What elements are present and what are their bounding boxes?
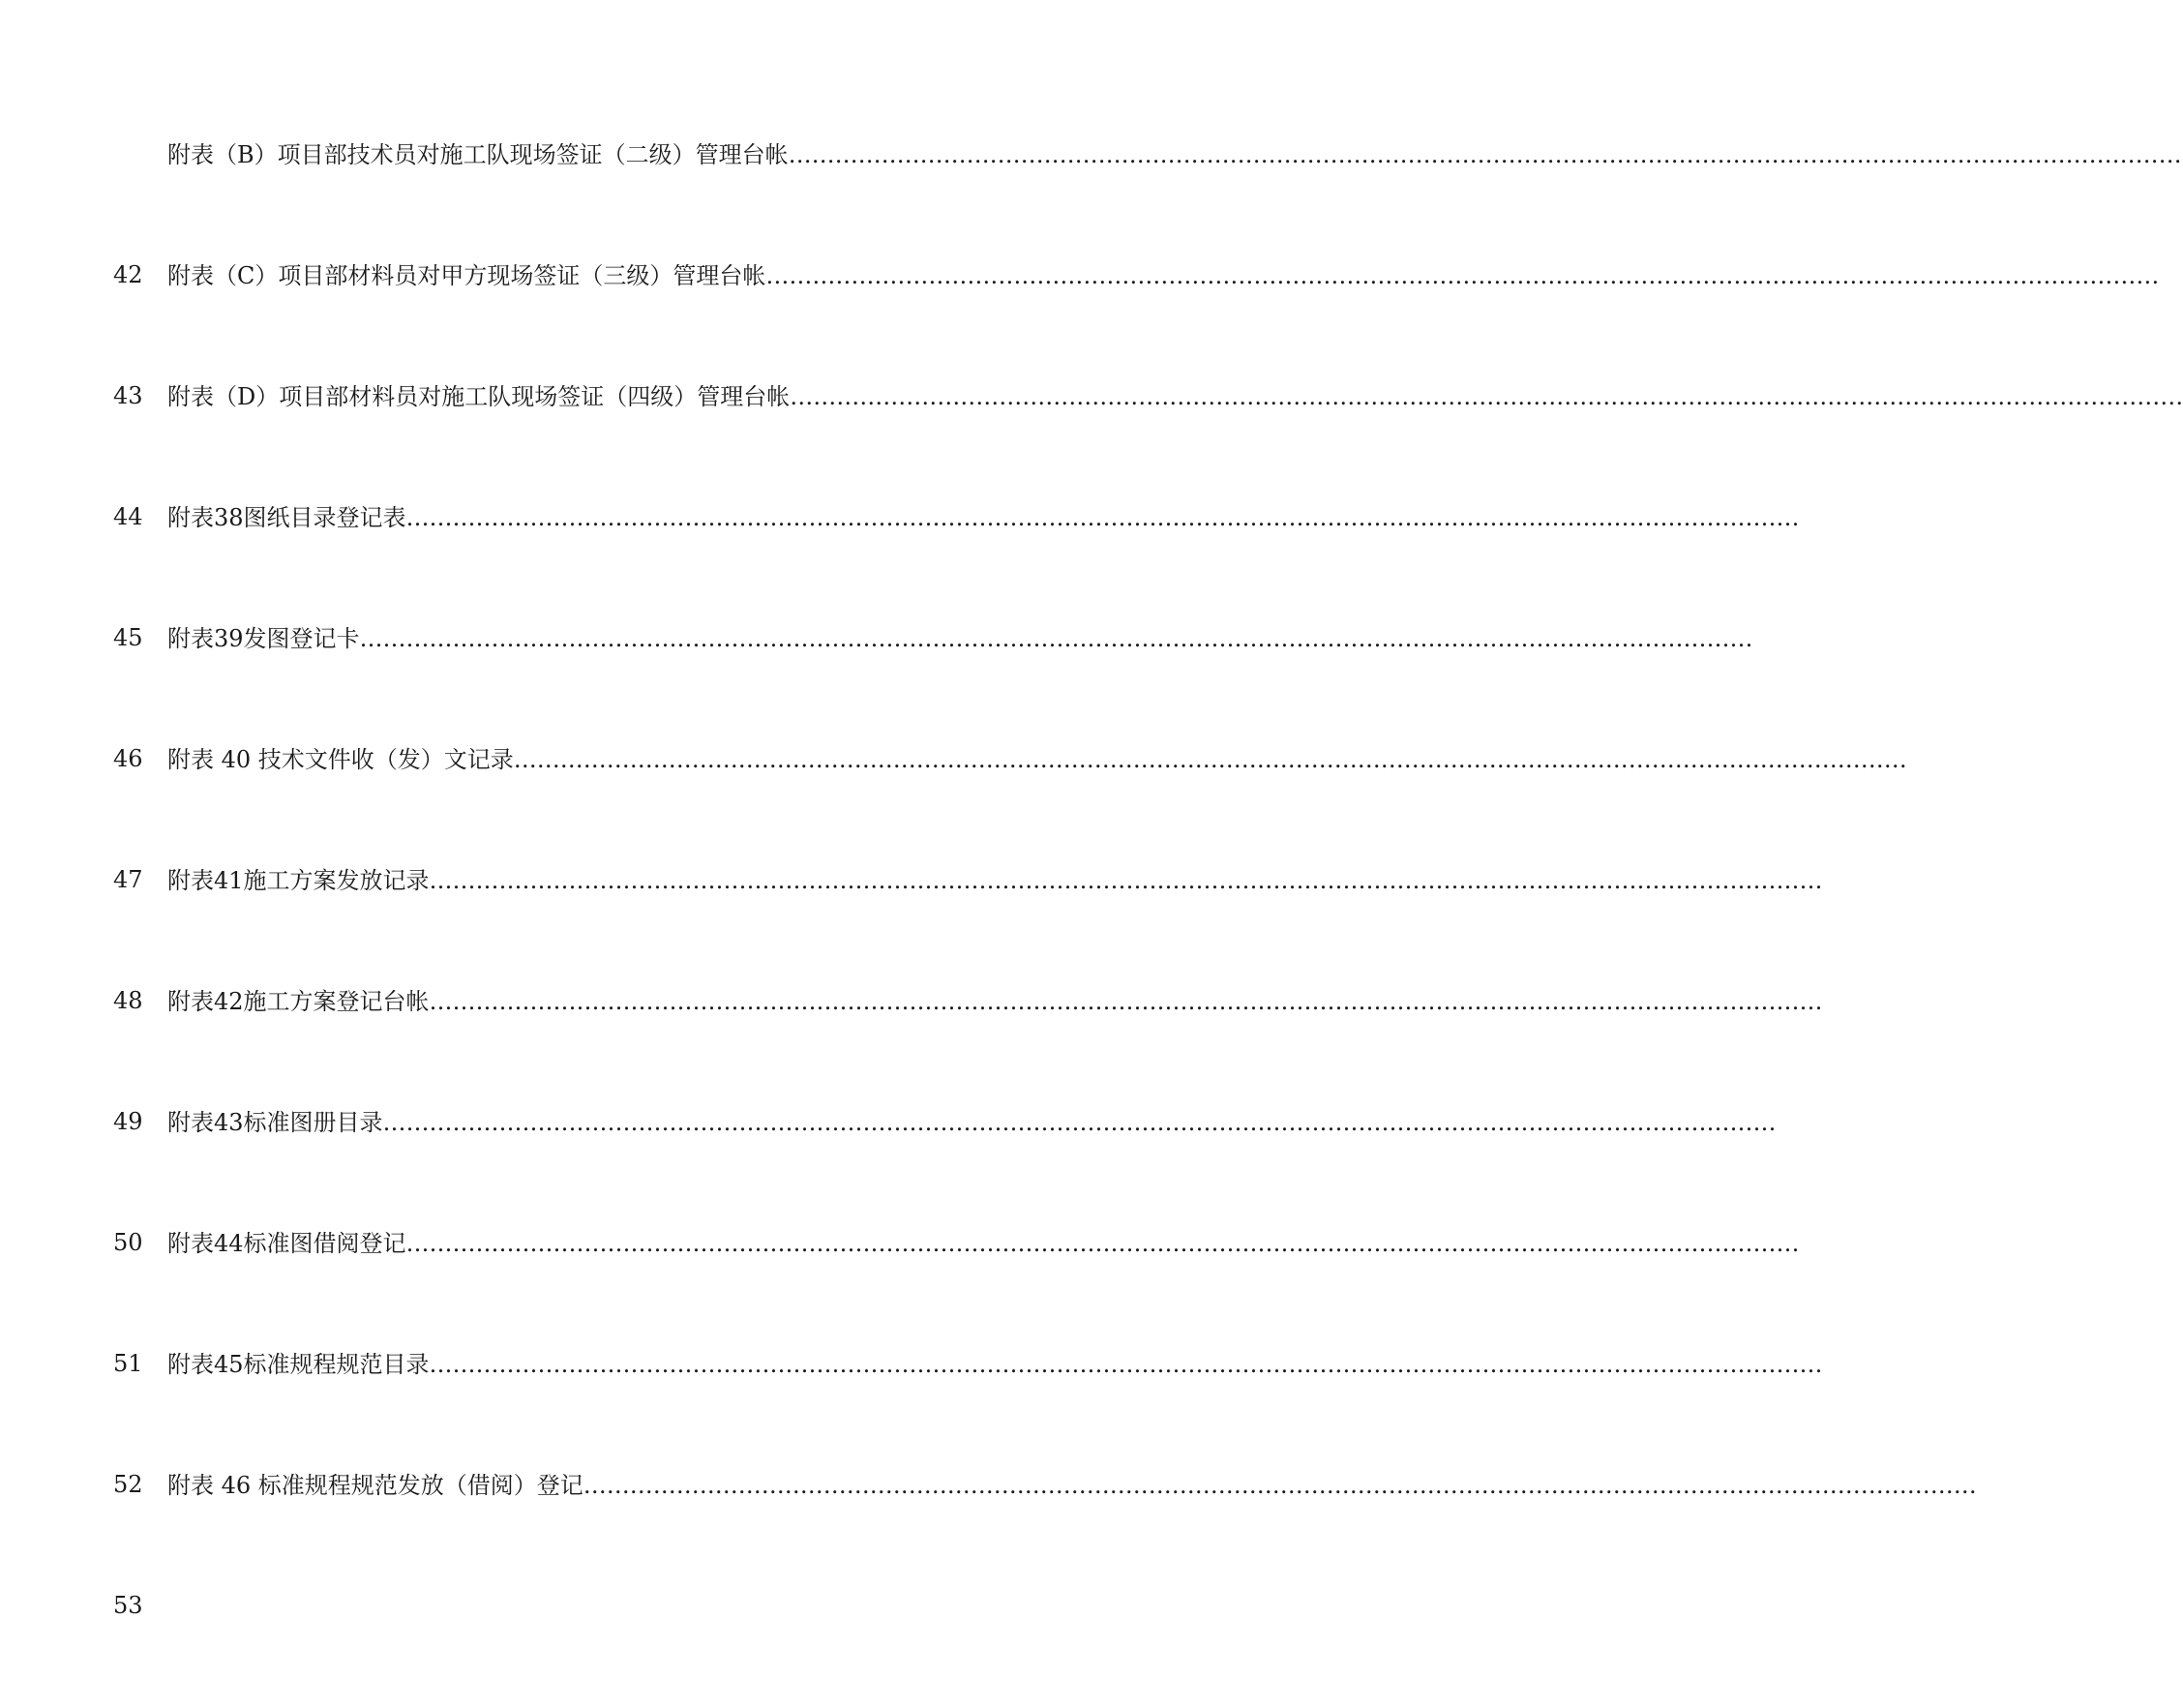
toc-entry-line bbox=[167, 498, 1800, 537]
toc-entry-line bbox=[167, 1345, 1823, 1384]
toc-entry-title: 附表42施工方案登记台帐 bbox=[167, 988, 430, 1015]
toc-entry-page-number: 47 bbox=[113, 866, 143, 893]
toc-entry-page-number: 45 bbox=[113, 624, 143, 651]
dot-leader: ……………………………………………………………………………………………………………………………………………………………… bbox=[405, 504, 1800, 531]
toc-entry-line bbox=[167, 135, 2182, 174]
dot-leader: ……………………………………………………………………………………………………………………………………………………………… bbox=[583, 1472, 1977, 1499]
toc-entry-title: 附表38图纸目录登记表 bbox=[167, 504, 406, 531]
dot-leader: ……………………………………………………………………………………………………………………………………………………………… bbox=[429, 867, 1823, 894]
dot-leader: ……………………………………………………………………………………………………………………………………………………………… bbox=[788, 141, 2182, 168]
toc-entry-page-number: 51 bbox=[113, 1350, 143, 1377]
toc-entry-line bbox=[167, 1466, 1977, 1505]
toc-entry-title: 附表43标准图册目录 bbox=[167, 1109, 383, 1136]
toc-entry-line bbox=[167, 1103, 1777, 1142]
toc-entry-page-number: 44 bbox=[113, 503, 143, 530]
dot-leader: ……………………………………………………………………………………………………………………………………………………………… bbox=[429, 988, 1823, 1015]
toc-entry-page-number: 42 bbox=[113, 261, 143, 288]
dot-leader: ……………………………………………………………………………………………………………………………………………………………… bbox=[382, 1109, 1777, 1136]
dot-leader: ……………………………………………………………………………………………………………………………………………………………… bbox=[513, 746, 1907, 773]
toc-entry-title: 附表45标准规程规范目录 bbox=[167, 1351, 430, 1378]
dot-leader: ……………………………………………………………………………………………………………………………………………………………… bbox=[359, 625, 1753, 652]
toc-entry-title: 附表 40 技术文件收（发）文记录 bbox=[167, 746, 514, 773]
toc-entry-title: 附表44标准图借阅登记 bbox=[167, 1230, 406, 1257]
dot-leader: ……………………………………………………………………………………………………………………………………………………………… bbox=[790, 383, 2183, 410]
toc-entry-line bbox=[167, 377, 2183, 416]
toc-entry-page-number: 52 bbox=[113, 1471, 143, 1498]
toc-entry-title: 附表 46 标准规程规范发放（借阅）登记 bbox=[167, 1472, 583, 1499]
toc-entry-title: 附表39发图登记卡 bbox=[167, 625, 360, 652]
toc-entry-line bbox=[167, 256, 2160, 295]
toc-entry-line bbox=[167, 1224, 1800, 1263]
toc-entry-line bbox=[167, 740, 1907, 779]
toc-entry-title: 附表41施工方案发放记录 bbox=[167, 867, 430, 894]
toc-entry-page-number: 49 bbox=[113, 1108, 143, 1135]
dot-leader: ……………………………………………………………………………………………………………………………………………………………… bbox=[429, 1351, 1823, 1378]
toc-entry-line bbox=[167, 861, 1823, 900]
toc-entry-line bbox=[167, 619, 1753, 658]
toc-entry-page-number: 50 bbox=[113, 1229, 143, 1256]
toc-entry-title: 附表（C）项目部材料员对甲方现场签证（三级）管理台帐 bbox=[167, 262, 766, 289]
toc-entry-page-number: 53 bbox=[113, 1592, 143, 1619]
dot-leader: ……………………………………………………………………………………………………………………………………………………………… bbox=[405, 1230, 1800, 1257]
toc-entry-page-number: 48 bbox=[113, 987, 143, 1014]
dot-leader: ……………………………………………………………………………………………………………………………………………………………… bbox=[765, 262, 2160, 289]
toc-entry-page-number: 43 bbox=[113, 382, 143, 409]
toc-entry bbox=[0, 1466, 1977, 1708]
toc-entry-title: 附表（D）项目部材料员对施工队现场签证（四级）管理台帐 bbox=[167, 383, 791, 410]
toc-entry-title: 附表（B）项目部技术员对施工队现场签证（二级）管理台帐 bbox=[167, 141, 789, 168]
toc-entry-page-number: 46 bbox=[113, 745, 143, 772]
toc-entry-line bbox=[167, 982, 1823, 1021]
